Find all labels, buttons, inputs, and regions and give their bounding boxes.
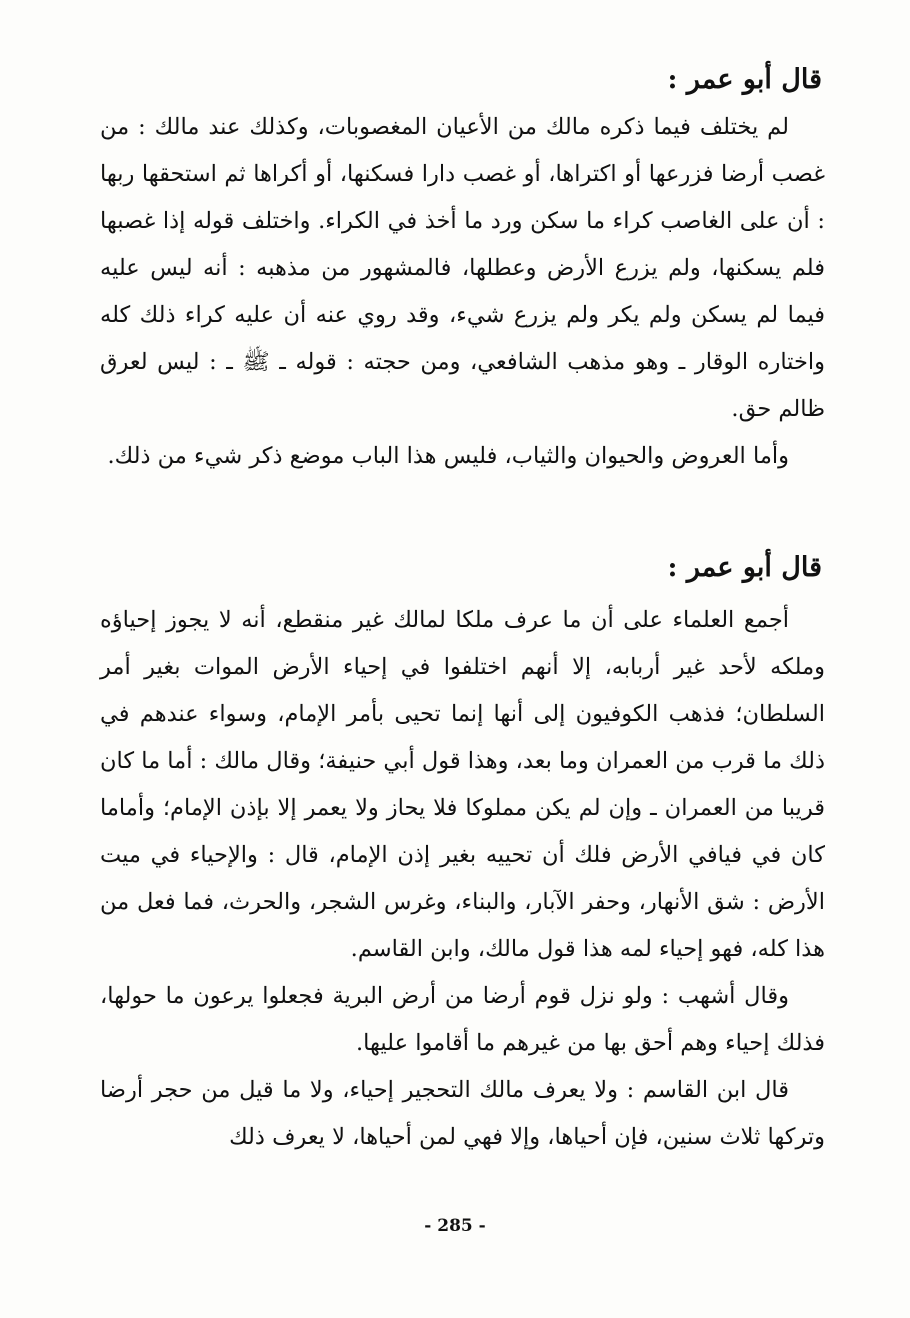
- section-body: [100, 597, 825, 1161]
- paragraph: لم يختلف فيما ذكره مالك من الأعيان المغصوبات، وكذلك عند مالك : من غصب أرضا فزرعها أو اكتراها، أو غصب دارا فسكنها، أو أكراها ثم استحقها ربها : أن على الغاصب كراء ما سكن ورد ما أخذ في الكراء. واختلف قوله إذا غصبها فلم يسكنها، ولم يزرع الأرض وعطلها، فالمشهور من مذهبه : أنه ليس عليه فيما لم يسكن ولم يكر ولم يزرع شيء، وقد روي عنه أن عليه كراء ذلك كله واختاره الوقار ـ وهو مذهب الشافعي، ومن حجته : قوله ـ ﷺ ـ : ليس لعرق ظالم حق.: [100, 114, 825, 422]
- paragraph: أجمع العلماء على أن ما عرف ملكا لمالك غير منقطع، أنه لا يجوز إحياؤه وملكه لأحد غير أربابه، إلا أنهم اختلفوا في إحياء الأرض الموات بغير أمر السلطان؛ فذهب الكوفيون إلى أنها إنما تحيى بأمر الإمام، وسواء عندهم في ذلك ما قرب من العمران وما بعد، وهذا قول أبي حنيفة؛ وقال مالك : أما ما كان قريبا من العمران ـ وإن لم يكن مملوكا فلا يحاز ولا يعمر إلا بإذن الإمام؛ وأماما كان في فيافي الأرض فلك أن تحييه بغير إذن الإمام، قال : والإحياء في ميت الأرض : شق الأنهار، وحفر الآبار، والبناء، وغرس الشجر، والحرث، فما فعل من هذا كله، فهو إحياء لمه هذا قول مالك، وابن القاسم.: [100, 607, 825, 962]
- section-heading: قال أبو عمر :: [667, 64, 822, 95]
- paragraph: وأما العروض والحيوان والثياب، فليس هذا الباب موضع ذكر شيء من ذلك.: [107, 443, 789, 469]
- section-body: [100, 104, 825, 480]
- page-number: - 285 -: [424, 1216, 486, 1236]
- paragraph: قال ابن القاسم : ولا يعرف مالك التحجير إحياء، ولا ما قيل من حجر أرضا وتركها ثلاث سنين، فإن أحياها، وإلا فهي لمن أحياها، لا يعرف ذلك: [100, 1077, 825, 1150]
- section-heading: قال أبو عمر :: [667, 552, 822, 583]
- paragraph: وقال أشهب : ولو نزل قوم أرضا من أرض البرية فجعلوا يرعون ما حولها، فذلك إحياء وهم أحق بها من غيرهم ما أقاموا عليها.: [100, 983, 825, 1056]
